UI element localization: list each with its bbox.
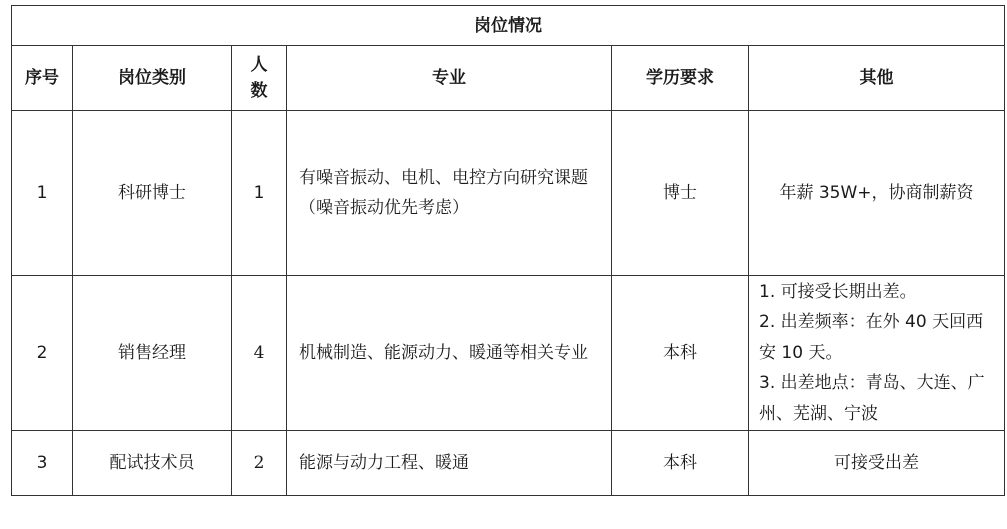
table-title: 岗位情况 xyxy=(12,6,1005,46)
row-major: 机械制造、能源动力、暖通等相关专业 xyxy=(287,276,612,431)
row-other: 年薪 35W+，协商制薪资 xyxy=(749,111,1005,276)
header-other: 其他 xyxy=(749,46,1005,111)
row-education: 博士 xyxy=(612,111,749,276)
table-title-row xyxy=(12,6,1005,46)
job-positions-table xyxy=(11,5,1005,496)
row-major: 有噪音振动、电机、电控方向研究课题（噪音振动优先考虑） xyxy=(287,111,612,276)
row-major: 能源与动力工程、暖通 xyxy=(287,431,612,496)
row-people: 2 xyxy=(232,431,287,496)
row-people: 4 xyxy=(232,276,287,431)
note-line-3: 3. 出差地点：青岛、大连、广州、芜湖、宁波 xyxy=(759,373,985,424)
header-major: 专业 xyxy=(287,46,612,111)
note-line-2: 2. 出差频率：在外 40 天回西安 10 天。 xyxy=(759,312,984,363)
header-people xyxy=(232,46,287,111)
header-category: 岗位类别 xyxy=(73,46,232,111)
header-row xyxy=(12,46,1005,111)
row-index: 1 xyxy=(12,111,73,276)
row-category: 科研博士 xyxy=(73,111,232,276)
note-line-1: 1. 可接受长期出差。 xyxy=(759,281,917,302)
header-people-line1: 人 xyxy=(250,55,268,75)
row-education: 本科 xyxy=(612,431,749,496)
header-people-line2: 数 xyxy=(250,81,268,101)
row-category: 销售经理 xyxy=(73,276,232,431)
row-people: 1 xyxy=(232,111,287,276)
table-row xyxy=(12,431,1005,496)
row-other xyxy=(749,276,1005,431)
header-index: 序号 xyxy=(12,46,73,111)
row-category: 配试技术员 xyxy=(73,431,232,496)
table-row xyxy=(12,111,1005,276)
row-education: 本科 xyxy=(612,276,749,431)
row-index: 3 xyxy=(12,431,73,496)
row-other: 可接受出差 xyxy=(749,431,1005,496)
row-index: 2 xyxy=(12,276,73,431)
header-education: 学历要求 xyxy=(612,46,749,111)
table-row xyxy=(12,276,1005,431)
